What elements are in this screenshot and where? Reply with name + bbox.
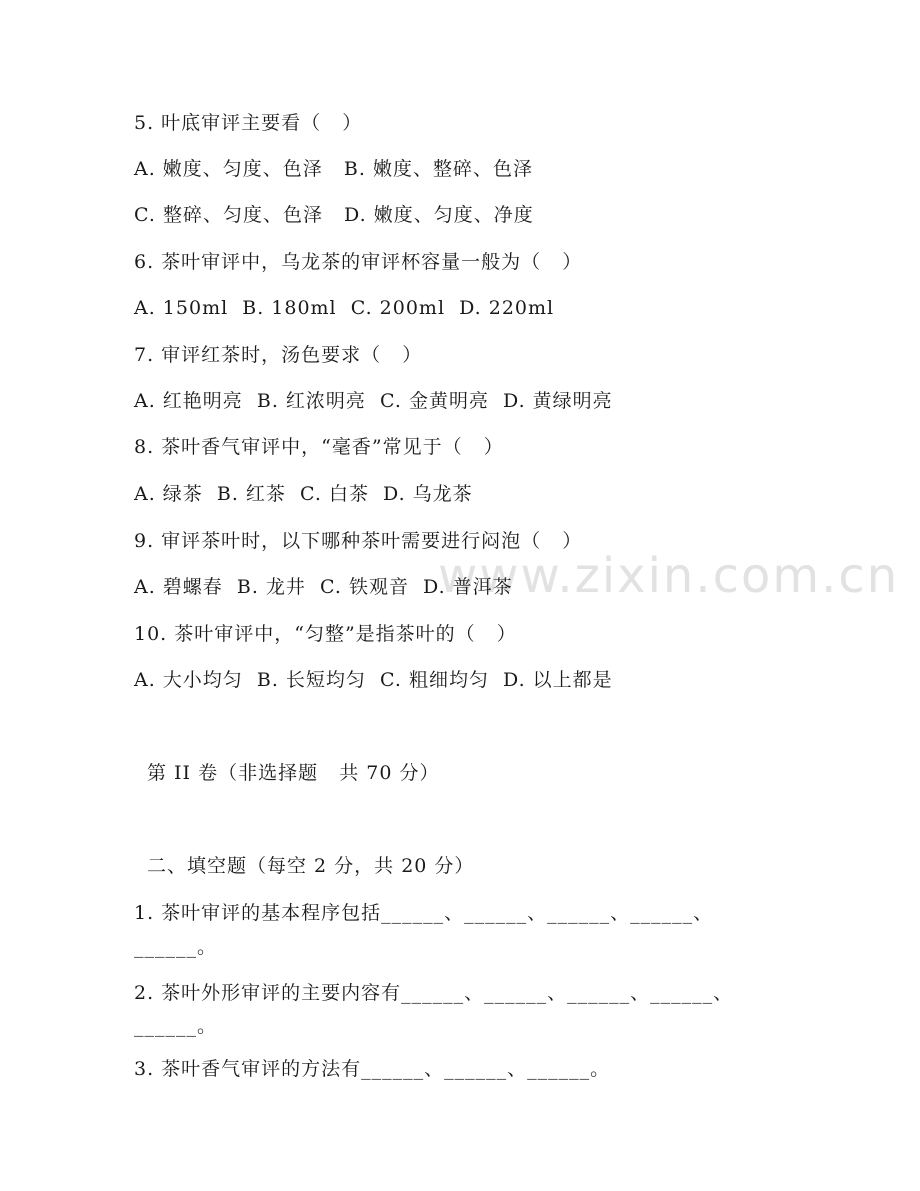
volume-2-heading: 第 II 卷（非选择题 共 70 分） bbox=[147, 762, 440, 784]
question-5-stem: 5. 叶底审评主要看（ ） bbox=[134, 112, 363, 134]
question-7-options: A. 红艳明亮 B. 红浓明亮 C. 金黄明亮 D. 黄绿明亮 bbox=[134, 390, 613, 412]
fill-2-line-1: 2. 茶叶外形审评的主要内容有______、______、______、______、 bbox=[134, 982, 734, 1004]
question-8-options: A. 绿茶 B. 红茶 C. 白茶 D. 乌龙茶 bbox=[134, 483, 473, 505]
question-10-stem: 10. 茶叶审评中，“匀整”是指茶叶的（ ） bbox=[134, 623, 517, 645]
fill-1-line-1: 1. 茶叶审评的基本程序包括______、______、______、______、 bbox=[134, 902, 714, 924]
question-5-options-cd: C. 整碎、匀度、色泽 D. 嫩度、匀度、净度 bbox=[134, 204, 534, 226]
watermark: www.zixin.com.cn bbox=[438, 548, 900, 604]
question-7-stem: 7. 审评红茶时，汤色要求（ ） bbox=[134, 344, 423, 366]
fill-2-line-2: ______。 bbox=[134, 1015, 218, 1037]
question-8-stem: 8. 茶叶香气审评中，“毫香”常见于（ ） bbox=[134, 436, 504, 458]
fill-3-line-1: 3. 茶叶香气审评的方法有______、______、______。 bbox=[134, 1058, 611, 1080]
question-5-options-ab: A. 嫩度、匀度、色泽 B. 嫩度、整碎、色泽 bbox=[134, 158, 533, 180]
section-2-heading: 二、填空题（每空 2 分，共 20 分） bbox=[147, 855, 475, 877]
question-9-stem: 9. 审评茶叶时，以下哪种茶叶需要进行闷泡（ ） bbox=[134, 530, 583, 552]
question-10-options: A. 大小均匀 B. 长短均匀 C. 粗细均匀 D. 以上都是 bbox=[134, 669, 613, 691]
question-6-options: A. 150ml B. 180ml C. 200ml D. 220ml bbox=[134, 297, 555, 319]
question-6-stem: 6. 茶叶审评中，乌龙茶的审评杯容量一般为（ ） bbox=[134, 251, 583, 273]
fill-1-line-2: ______。 bbox=[134, 936, 218, 958]
question-9-options: A. 碧螺春 B. 龙井 C. 铁观音 D. 普洱茶 bbox=[134, 576, 513, 598]
